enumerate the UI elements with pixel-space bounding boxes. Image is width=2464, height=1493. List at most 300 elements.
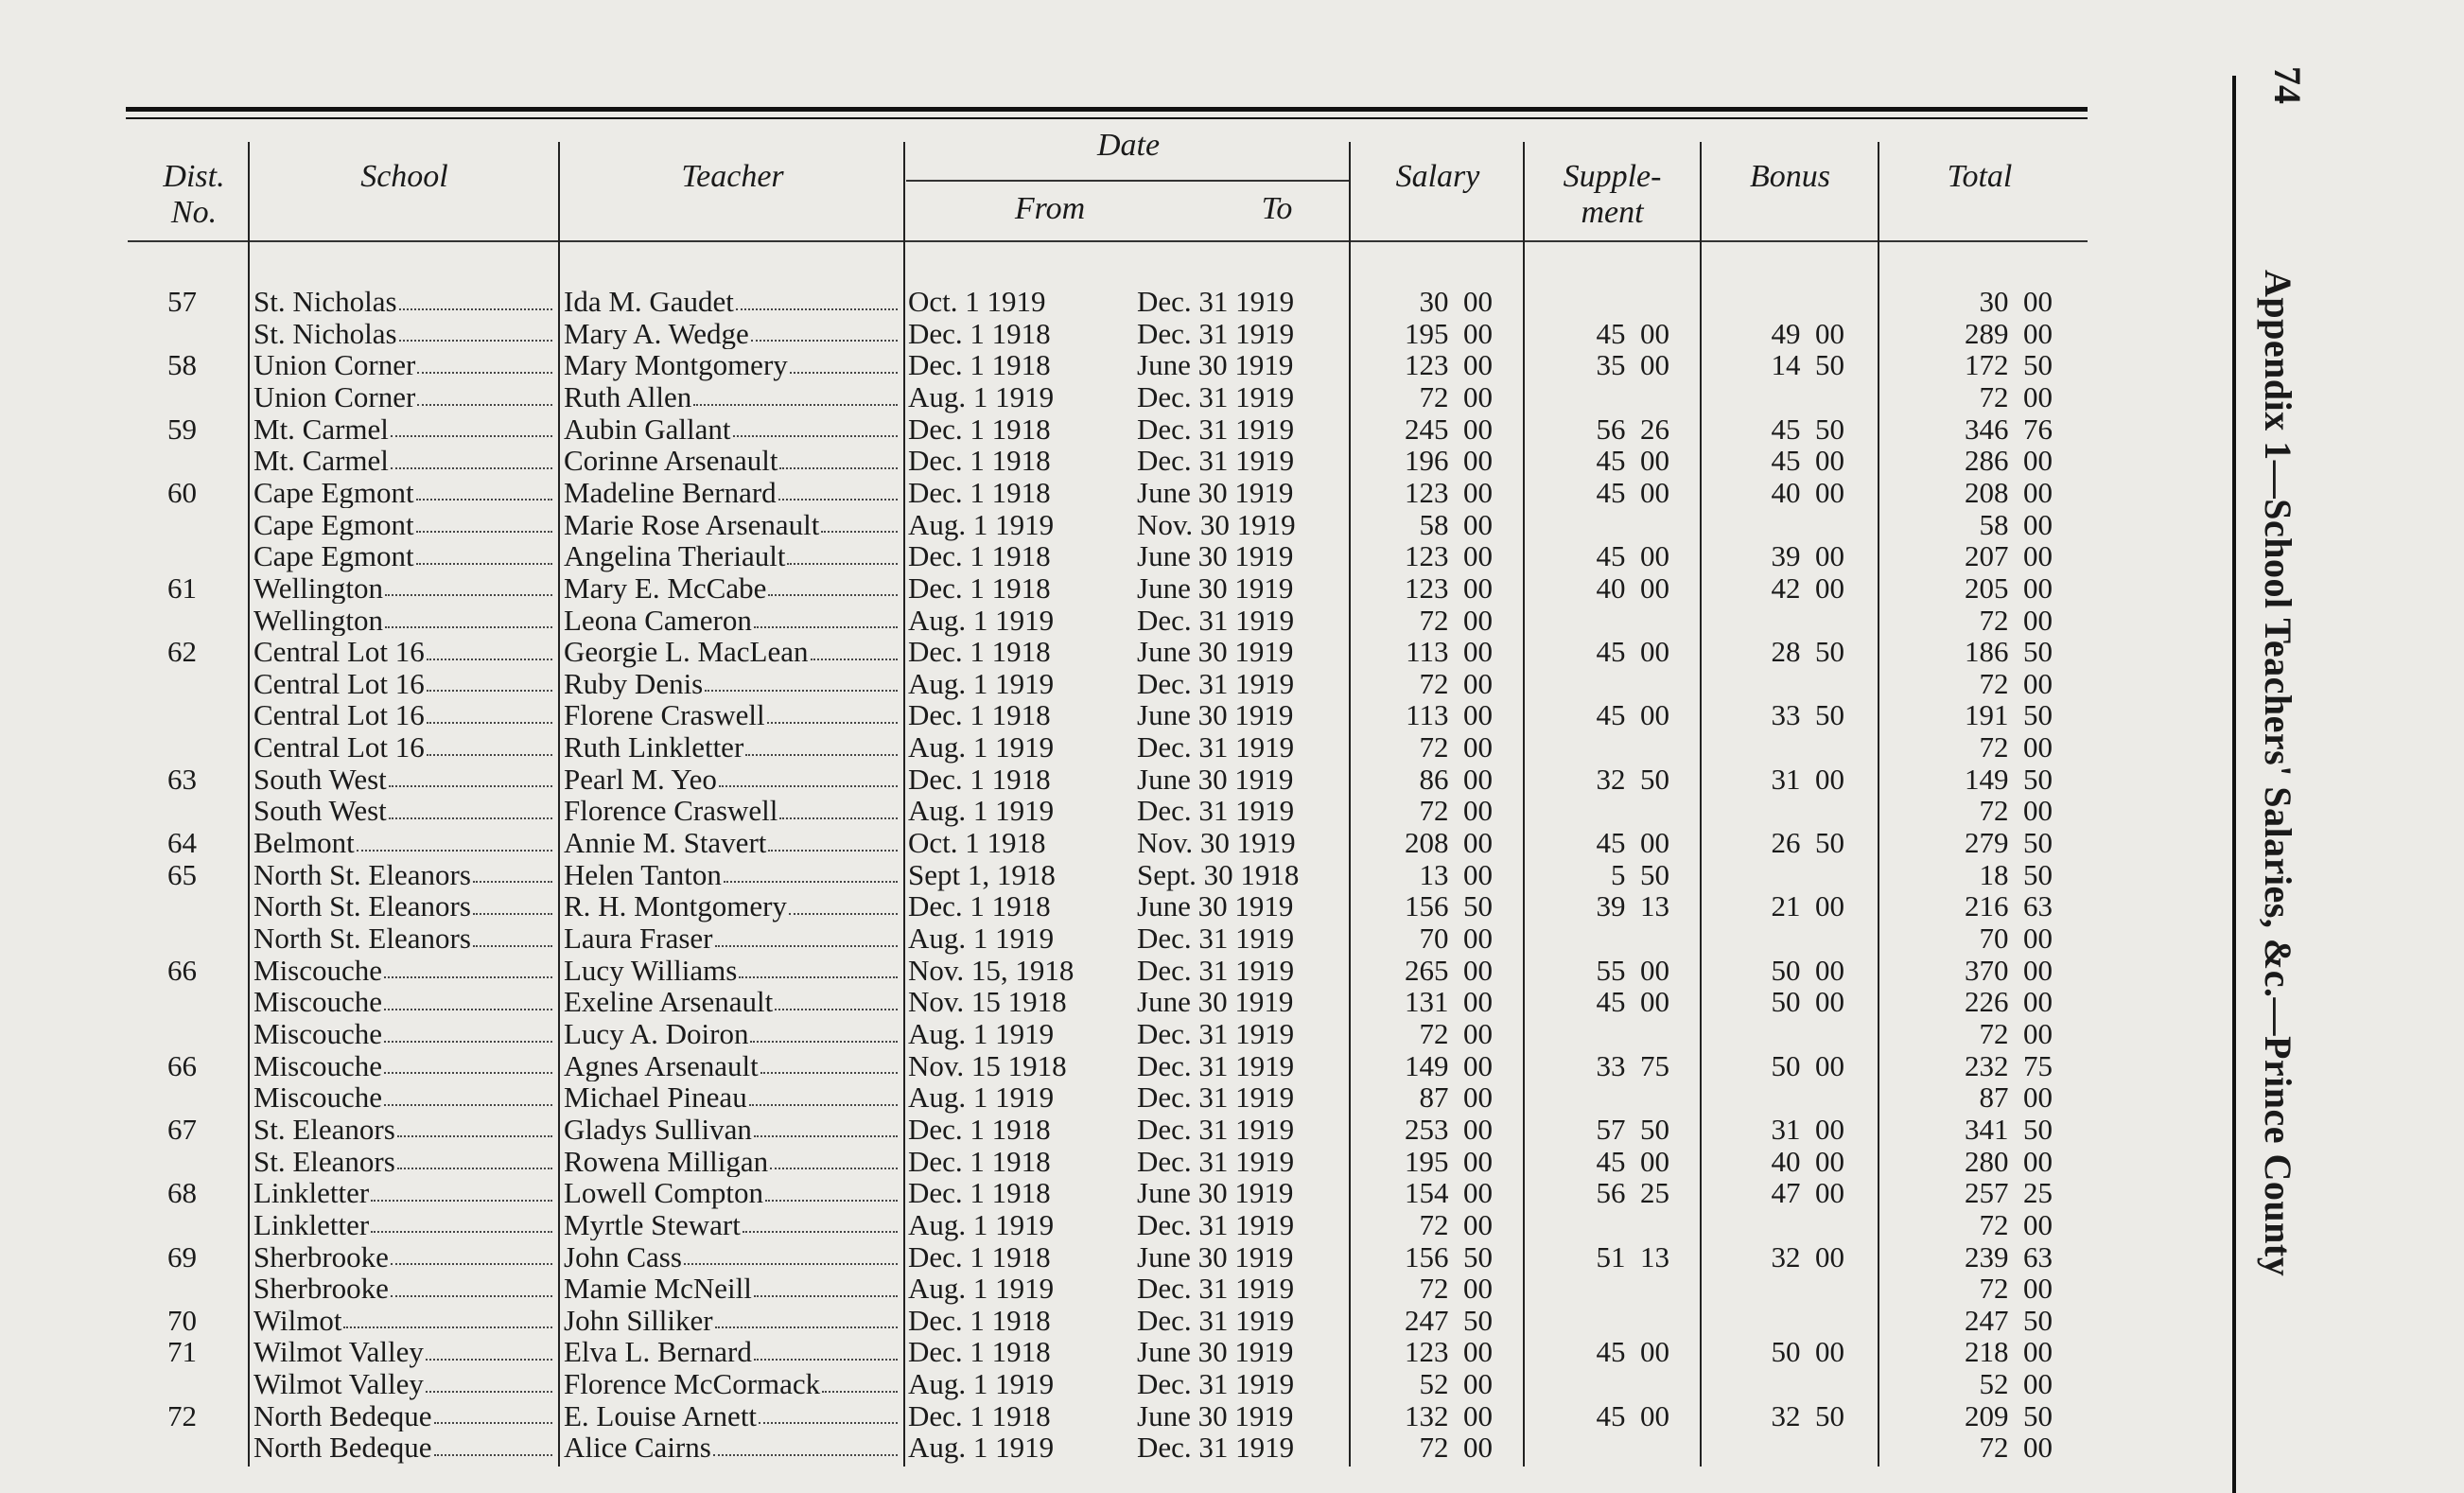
cell-supplement: 55 00: [1596, 953, 1669, 987]
cell-school: [253, 955, 556, 987]
leader-dots: [821, 509, 898, 534]
leader-dots: [391, 413, 552, 438]
leader-dots: [760, 1050, 898, 1075]
cell-teacher: [564, 1400, 901, 1432]
cell-school: [253, 349, 556, 381]
cell-supplement: 45 00: [1596, 1398, 1669, 1432]
page-number: 74: [2266, 66, 2309, 104]
cell-salary: 72 00: [1419, 1016, 1493, 1050]
cell-text: Lucy Williams: [564, 954, 738, 987]
cell-from: Dec. 1 1918: [908, 1176, 1051, 1210]
cell-supplement: 40 00: [1596, 571, 1669, 605]
cell-dist: 60: [167, 475, 197, 509]
cell-total: 257 25: [1965, 1176, 2053, 1210]
table-row: [0, 1146, 2081, 1178]
cell-salary: 196 00: [1405, 444, 1493, 478]
cell-text: Agnes Arsenault: [564, 1049, 759, 1082]
cell-text: St. Eleanors: [253, 1145, 395, 1178]
cell-salary: 156 50: [1405, 889, 1493, 923]
cell-total: 72 00: [1979, 1431, 2053, 1465]
cell-to: June 30 1919: [1137, 348, 1294, 382]
table-row: [0, 318, 2081, 350]
leader-dots: [416, 509, 552, 534]
leader-dots: [739, 955, 898, 979]
cell-teacher: [564, 1368, 901, 1400]
cell-total: 370 00: [1965, 953, 2053, 987]
cell-text: Ruth Linkletter: [564, 731, 744, 764]
cell-bonus: 50 00: [1771, 953, 1844, 987]
cell-salary: 72 00: [1419, 1431, 1493, 1465]
cell-supplement: 45 00: [1596, 539, 1669, 573]
leader-dots: [789, 890, 898, 915]
table-row: [0, 731, 2081, 764]
cell-supplement: 45 00: [1596, 444, 1669, 478]
cell-from: Dec. 1 1918: [908, 1335, 1051, 1369]
cell-teacher: [564, 1305, 901, 1337]
cell-text: R. H. Montgomery: [564, 890, 787, 922]
leader-dots: [385, 605, 552, 629]
cell-salary: 52 00: [1419, 1367, 1493, 1401]
cell-salary: 72 00: [1419, 794, 1493, 828]
leader-dots: [724, 859, 898, 884]
cell-to: Nov. 30 1919: [1137, 507, 1296, 541]
cell-salary: 154 00: [1405, 1176, 1493, 1210]
cell-teacher: [564, 318, 901, 350]
top-rule-thin: [126, 117, 2088, 119]
cell-salary: 247 50: [1405, 1303, 1493, 1337]
cell-to: Dec. 31 1919: [1137, 1112, 1295, 1146]
cell-text: Florence Craswell: [564, 795, 778, 827]
leader-dots: [765, 1177, 898, 1202]
cell-to: Dec. 31 1919: [1137, 1303, 1295, 1337]
leader-dots: [416, 477, 552, 501]
cell-school: [253, 1400, 556, 1432]
cell-total: 172 50: [1965, 348, 2053, 382]
cell-from: Dec. 1 1918: [908, 412, 1051, 446]
table-row: [0, 764, 2081, 796]
cell-school: [253, 605, 556, 637]
cell-teacher: [564, 349, 901, 381]
header-dist: Dist. No.: [163, 159, 225, 230]
cell-total: 346 76: [1965, 412, 2053, 446]
cell-from: Aug. 1 1919: [908, 1367, 1055, 1401]
date-underline: [906, 180, 1351, 182]
leader-dots: [754, 1336, 898, 1361]
table-row: [0, 540, 2081, 572]
cell-text: Exeline Arsenault: [564, 986, 774, 1018]
table-row: [0, 572, 2081, 605]
cell-bonus: 50 00: [1771, 1048, 1844, 1082]
cell-dist: 68: [167, 1176, 197, 1210]
cell-text: Miscouche: [253, 1017, 383, 1050]
cell-dist: 70: [167, 1303, 197, 1337]
cell-school: [253, 381, 556, 413]
table-row: [0, 1400, 2081, 1432]
leader-dots: [416, 540, 552, 565]
cell-from: Aug. 1 1919: [908, 1272, 1055, 1306]
cell-total: 72 00: [1979, 666, 2053, 700]
leader-dots: [713, 1432, 898, 1456]
cell-total: 205 00: [1965, 571, 2053, 605]
cell-dist: 57: [167, 285, 197, 318]
table-row: [0, 1177, 2081, 1209]
cell-from: Dec. 1 1918: [908, 889, 1051, 923]
leader-dots: [790, 349, 898, 374]
leader-dots: [693, 381, 898, 406]
header-to: To: [1261, 191, 1293, 226]
cell-text: Central Lot 16: [253, 667, 425, 700]
leader-dots: [391, 1241, 552, 1266]
table-row: [0, 1432, 2081, 1464]
cell-text: Ida M. Gaudet: [564, 286, 734, 318]
cell-school: [253, 1241, 556, 1273]
leader-dots: [768, 572, 898, 597]
table-row: [0, 636, 2081, 668]
cell-total: 186 50: [1965, 635, 2053, 669]
cell-text: Miscouche: [253, 1049, 383, 1082]
cell-text: Miscouche: [253, 1081, 383, 1114]
cell-school: [253, 827, 556, 859]
leader-dots: [391, 1273, 552, 1297]
cell-from: Aug. 1 1919: [908, 1431, 1055, 1465]
leader-dots: [705, 668, 898, 693]
cell-from: Dec. 1 1918: [908, 571, 1051, 605]
cell-from: Dec. 1 1918: [908, 1303, 1051, 1337]
cell-bonus: 21 00: [1771, 889, 1844, 923]
cell-to: June 30 1919: [1137, 1239, 1294, 1273]
leader-dots: [384, 1081, 552, 1106]
cell-school: [253, 1050, 556, 1082]
cell-total: 341 50: [1965, 1112, 2053, 1146]
cell-text: North Bedeque: [253, 1432, 432, 1464]
cell-text: Helen Tanton: [564, 858, 722, 891]
cell-total: 209 50: [1965, 1398, 2053, 1432]
cell-total: 239 63: [1965, 1239, 2053, 1273]
cell-teacher: [564, 1336, 901, 1368]
cell-total: 72 00: [1979, 794, 2053, 828]
leader-dots: [426, 1368, 552, 1393]
leader-dots: [427, 699, 552, 724]
header-salary: Salary: [1395, 159, 1480, 194]
leader-dots: [389, 795, 552, 819]
cell-teacher: [564, 381, 901, 413]
cell-salary: 72 00: [1419, 379, 1493, 413]
cell-teacher: [564, 509, 901, 541]
leader-dots: [397, 1146, 552, 1170]
cell-salary: 149 00: [1405, 1048, 1493, 1082]
cell-to: Dec. 31 1919: [1137, 1080, 1295, 1115]
leader-dots: [736, 286, 898, 310]
leader-dots: [397, 1114, 552, 1138]
cell-from: Dec. 1 1918: [908, 475, 1051, 509]
cell-teacher: [564, 1273, 901, 1305]
cell-total: 72 00: [1979, 1016, 2053, 1050]
cell-school: [253, 286, 556, 318]
leader-dots: [743, 1209, 898, 1234]
cell-dist: 64: [167, 826, 197, 860]
cell-teacher: [564, 699, 901, 731]
cell-text: Central Lot 16: [253, 731, 425, 764]
table-row: [0, 413, 2081, 446]
cell-supplement: 5 50: [1611, 857, 1669, 891]
cell-total: 72 00: [1979, 379, 2053, 413]
cell-school: [253, 572, 556, 605]
leader-dots: [779, 445, 898, 469]
cell-text: Mary E. McCabe: [564, 571, 767, 605]
cell-school: [253, 318, 556, 350]
cell-supplement: 45 00: [1596, 475, 1669, 509]
cell-text: Rowena Milligan: [564, 1145, 769, 1178]
cell-total: 226 00: [1965, 985, 2053, 1019]
cell-to: Dec. 31 1919: [1137, 1048, 1295, 1082]
cell-to: Dec. 31 1919: [1137, 953, 1295, 987]
table-row: [0, 668, 2081, 700]
cell-text: Florence McCormack: [564, 1368, 821, 1400]
cell-total: 87 00: [1979, 1080, 2053, 1115]
cell-total: 247 50: [1965, 1303, 2053, 1337]
cell-text: Union Corner: [253, 380, 416, 413]
cell-school: [253, 986, 556, 1018]
cell-teacher: [564, 636, 901, 668]
cell-text: North St. Eleanors: [253, 890, 471, 922]
cell-from: Oct. 1 1918: [908, 826, 1046, 860]
leader-dots: [822, 1368, 898, 1393]
cell-school: [253, 1368, 556, 1400]
header-date: Date: [1096, 128, 1161, 163]
cell-total: 216 63: [1965, 889, 2053, 923]
margin-rule: [2232, 76, 2236, 1493]
cell-total: 279 50: [1965, 826, 2053, 860]
cell-total: 58 00: [1979, 507, 2053, 541]
table-row: [0, 286, 2081, 318]
cell-from: Aug. 1 1919: [908, 603, 1055, 637]
cell-from: Aug. 1 1919: [908, 730, 1055, 764]
cell-school: [253, 859, 556, 891]
leader-dots: [434, 1432, 552, 1456]
header-bonus: Bonus: [1750, 159, 1830, 194]
leader-dots: [427, 636, 552, 660]
cell-to: Dec. 31 1919: [1137, 444, 1295, 478]
cell-text: John Cass: [564, 1240, 682, 1273]
cell-from: Dec. 1 1918: [908, 316, 1051, 350]
table-row: [0, 477, 2081, 509]
cell-school: [253, 699, 556, 731]
cell-to: June 30 1919: [1137, 1176, 1294, 1210]
cell-text: Wilmot: [253, 1304, 342, 1337]
cell-from: Nov. 15 1918: [908, 985, 1067, 1019]
cell-supplement: 45 00: [1596, 1335, 1669, 1369]
leader-dots: [715, 1305, 898, 1329]
leader-dots: [417, 349, 552, 374]
cell-supplement: 56 25: [1596, 1176, 1669, 1210]
cell-text: Alice Cairns: [564, 1432, 711, 1464]
cell-text: Mary A. Wedge: [564, 317, 749, 350]
leader-dots: [371, 1177, 552, 1202]
cell-to: Dec. 31 1919: [1137, 1144, 1295, 1178]
leader-dots: [768, 827, 898, 852]
cell-salary: 195 00: [1405, 316, 1493, 350]
header-supplement: Supple- ment: [1563, 159, 1662, 230]
leader-dots: [343, 1305, 552, 1329]
leader-dots: [385, 572, 552, 597]
cell-dist: 59: [167, 412, 197, 446]
cell-supplement: 39 13: [1596, 889, 1669, 923]
cell-teacher: [564, 731, 901, 764]
cell-teacher: [564, 1432, 901, 1464]
cell-total: 72 00: [1979, 1272, 2053, 1306]
cell-text: St. Nicholas: [253, 286, 397, 318]
cell-school: [253, 1209, 556, 1241]
cell-salary: 70 00: [1419, 922, 1493, 955]
header-total: Total: [1947, 159, 2013, 194]
cell-school: [253, 1273, 556, 1305]
cell-text: Mary Montgomery: [564, 349, 788, 381]
cell-text: Florene Craswell: [564, 699, 765, 732]
table-row: [0, 349, 2081, 381]
top-rule-thick: [126, 107, 2088, 112]
cell-teacher: [564, 413, 901, 446]
cell-text: North St. Eleanors: [253, 858, 471, 891]
cell-salary: 113 00: [1406, 635, 1493, 669]
table-row: [0, 955, 2081, 987]
cell-text: Sherbrooke: [253, 1240, 389, 1273]
cell-text: Cape Egmont: [253, 476, 414, 509]
cell-to: Dec. 31 1919: [1137, 316, 1295, 350]
cell-salary: 13 00: [1419, 857, 1493, 891]
cell-text: Cape Egmont: [253, 508, 414, 541]
cell-total: 72 00: [1979, 603, 2053, 637]
cell-bonus: 45 00: [1771, 444, 1844, 478]
leader-dots: [473, 922, 552, 947]
leader-dots: [391, 445, 552, 469]
cell-from: Oct. 1 1919: [908, 285, 1046, 318]
cell-bonus: 45 50: [1771, 412, 1844, 446]
cell-salary: 195 00: [1405, 1144, 1493, 1178]
leader-dots: [775, 986, 898, 1010]
cell-text: Gladys Sullivan: [564, 1113, 752, 1146]
cell-supplement: 45 00: [1596, 826, 1669, 860]
leader-dots: [427, 668, 552, 693]
cell-to: Dec. 31 1919: [1137, 285, 1295, 318]
cell-text: Miscouche: [253, 986, 383, 1018]
cell-from: Nov. 15, 1918: [908, 953, 1075, 987]
cell-supplement: 45 00: [1596, 635, 1669, 669]
cell-supplement: 45 00: [1596, 698, 1669, 732]
leader-dots: [811, 636, 898, 660]
leader-dots: [473, 859, 552, 884]
cell-text: Leona Cameron: [564, 604, 752, 637]
cell-total: 18 50: [1979, 857, 2053, 891]
cell-salary: 245 00: [1405, 412, 1493, 446]
cell-to: Dec. 31 1919: [1137, 603, 1295, 637]
cell-salary: 265 00: [1405, 953, 1493, 987]
cell-text: Annie M. Stavert: [564, 827, 767, 859]
cell-text: Madeline Bernard: [564, 476, 777, 509]
header-school: School: [360, 159, 448, 194]
leader-dots: [787, 540, 898, 565]
cell-supplement: 45 00: [1596, 1144, 1669, 1178]
leader-dots: [745, 731, 898, 756]
table-row: [0, 827, 2081, 859]
cell-supplement: 32 50: [1596, 762, 1669, 796]
cell-bonus: 40 00: [1771, 1144, 1844, 1178]
cell-salary: 132 00: [1405, 1398, 1493, 1432]
leader-dots: [754, 605, 898, 629]
cell-from: Aug. 1 1919: [908, 507, 1055, 541]
cell-dist: 66: [167, 1048, 197, 1082]
cell-teacher: [564, 890, 901, 922]
cell-salary: 123 00: [1405, 539, 1493, 573]
cell-salary: 72 00: [1419, 666, 1493, 700]
cell-dist: 61: [167, 571, 197, 605]
cell-text: South West: [253, 795, 387, 827]
cell-supplement: 33 75: [1596, 1048, 1669, 1082]
cell-dist: 58: [167, 348, 197, 382]
leader-dots: [754, 1114, 898, 1138]
cell-school: [253, 1146, 556, 1178]
cell-from: Aug. 1 1919: [908, 1016, 1055, 1050]
leader-dots: [371, 1209, 552, 1234]
table-row: [0, 699, 2081, 731]
table-row: [0, 1273, 2081, 1305]
cell-to: June 30 1919: [1137, 475, 1294, 509]
cell-teacher: [564, 795, 901, 827]
cell-text: South West: [253, 763, 387, 796]
cell-supplement: 57 50: [1596, 1112, 1669, 1146]
cell-school: [253, 1432, 556, 1464]
cell-to: Dec. 31 1919: [1137, 794, 1295, 828]
table-row: [0, 445, 2081, 477]
leader-dots: [767, 699, 898, 724]
cell-teacher: [564, 1209, 901, 1241]
cell-from: Aug. 1 1919: [908, 1080, 1055, 1115]
cell-total: 232 75: [1965, 1048, 2053, 1082]
cell-to: June 30 1919: [1137, 889, 1294, 923]
cell-school: [253, 764, 556, 796]
cell-to: Dec. 31 1919: [1137, 922, 1295, 955]
cell-total: 52 00: [1979, 1367, 2053, 1401]
cell-from: Dec. 1 1918: [908, 444, 1051, 478]
cell-dist: 67: [167, 1112, 197, 1146]
cell-total: 70 00: [1979, 922, 2053, 955]
table-row: [0, 1336, 2081, 1368]
leader-dots: [426, 1336, 552, 1361]
cell-text: Mamie McNeill: [564, 1273, 752, 1305]
cell-from: Aug. 1 1919: [908, 666, 1055, 700]
table-row: [0, 1050, 2081, 1082]
cell-to: June 30 1919: [1137, 1398, 1294, 1432]
cell-text: Central Lot 16: [253, 699, 425, 732]
cell-school: [253, 477, 556, 509]
cell-school: [253, 636, 556, 668]
cell-teacher: [564, 1081, 901, 1114]
cell-school: [253, 922, 556, 955]
cell-to: June 30 1919: [1137, 571, 1294, 605]
cell-bonus: 28 50: [1771, 635, 1844, 669]
cell-total: 280 00: [1965, 1144, 2053, 1178]
cell-school: [253, 795, 556, 827]
cell-teacher: [564, 859, 901, 891]
cell-bonus: 14 50: [1771, 348, 1844, 382]
cell-to: Dec. 31 1919: [1137, 379, 1295, 413]
cell-to: Dec. 31 1919: [1137, 1367, 1295, 1401]
cell-teacher: [564, 540, 901, 572]
cell-total: 286 00: [1965, 444, 2053, 478]
leader-dots: [733, 413, 899, 438]
cell-bonus: 32 00: [1771, 1239, 1844, 1273]
cell-text: John Silliker: [564, 1304, 713, 1337]
cell-salary: 87 00: [1419, 1080, 1493, 1115]
